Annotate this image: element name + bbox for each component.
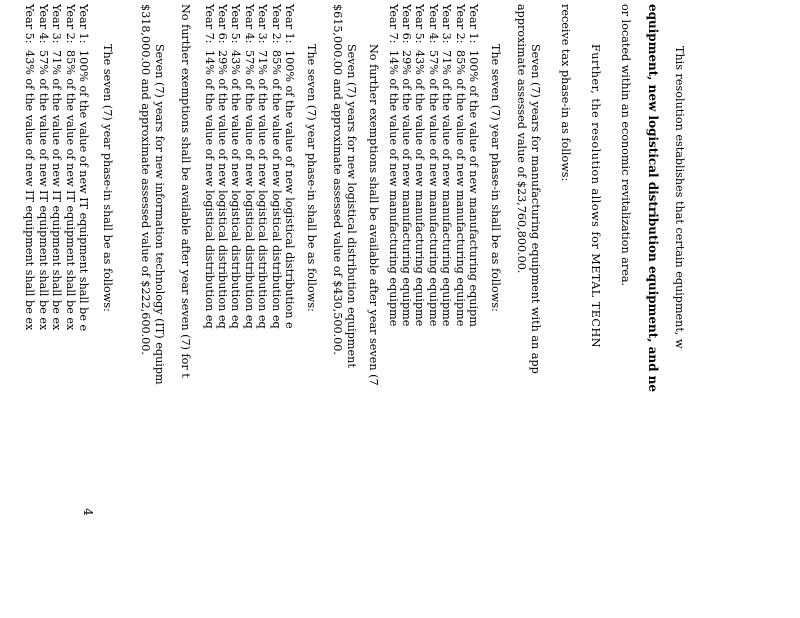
manufacturing-row — [400, 4, 413, 564]
further-line-2: receive tax phase-in as follows: — [559, 4, 572, 182]
logistical-year-label: Year 2: — [269, 4, 283, 44]
it-year-label: Year 1: — [77, 4, 90, 44]
manufacturing-percent-text: 29% of the value of new manufacturing equipme — [400, 50, 413, 327]
rotated-page-continued-content — [0, 4, 120, 612]
it-year-label: Year 4: — [36, 4, 50, 44]
page-number: 4 — [80, 508, 95, 516]
it-year-label: Year 3: — [50, 4, 64, 44]
logistical-percent-text: 29% of the value of new logistical distribution eq — [216, 50, 229, 329]
manufacturing-year-label: Year 2: — [453, 4, 467, 44]
manufacturing-phase-heading: The seven (7) year phase-in shall be as follows: — [489, 44, 502, 312]
it-row — [64, 4, 77, 564]
manufacturing-percent-text: 57% of the value of new manufacturing equipme — [426, 50, 440, 327]
it-year-label: Year 5: — [23, 4, 37, 44]
logistical-row — [203, 4, 216, 564]
manufacturing-row — [454, 4, 467, 564]
manufacturing-row — [413, 4, 426, 564]
document-page-continued — [0, 4, 122, 610]
manufacturing-row — [387, 4, 400, 564]
logistical-percent-text: 57% of the value of new logistical distribution eq — [242, 50, 256, 329]
logistical-year-label: Year 7: — [202, 4, 216, 44]
manufacturing-line-1: Seven (7) years for manufacturing equipment with an app — [529, 44, 542, 374]
intro-line-2: equipment, new logistical distribution equipment, and ne — [646, 4, 660, 393]
it-year-label: Year 2: — [63, 4, 77, 44]
it-row — [77, 4, 90, 564]
manufacturing-phase-list — [384, 4, 480, 564]
logistical-percent-text: 14% of the value of new logistical distribution eq — [202, 50, 216, 329]
manufacturing-percent-text: 71% of the value of new manufacturing equipme — [440, 50, 454, 327]
logistical-no-further: No further exemptions shall be available after year seven (7) for t — [179, 4, 192, 378]
logistical-year-label: Year 3: — [256, 4, 270, 44]
logistical-year-label: Year 6: — [216, 4, 229, 44]
manufacturing-year-label: Year 1: — [467, 4, 480, 44]
logistical-line-2: $615,000.00 and approximate assessed value of $430,500.00. — [331, 4, 344, 355]
rotated-page-content — [120, 4, 692, 612]
manufacturing-row — [427, 4, 440, 564]
further-line-1: Further, the resolution allows for METAL TECHN — [589, 44, 602, 349]
intro-line-3: or located within an economic revitalization area. — [619, 4, 632, 287]
it-row — [23, 4, 36, 564]
manufacturing-percent-text: 100% of the value of new manufacturing equipm — [467, 50, 480, 327]
manufacturing-year-label: Year 5: — [413, 4, 427, 44]
manufacturing-line-2: approximate assessed value of $23,760,800.00. — [515, 4, 528, 274]
logistical-row — [229, 4, 242, 564]
it-percent-text: 100% of the value of new IT equipment shall be e — [77, 50, 90, 332]
manufacturing-row — [467, 4, 480, 564]
logistical-row — [283, 4, 296, 564]
logistical-percent-text: 100% of the value of new logistical distribution e — [283, 50, 296, 329]
logistical-row — [243, 4, 256, 564]
it-row — [37, 4, 50, 564]
logistical-phase-list — [200, 4, 296, 564]
logistical-percent-text: 85% of the value of new logistical distribution eq — [269, 50, 283, 329]
it-line-2: $318,000.00 and approximate assessed value of $222,600.00. — [139, 4, 152, 355]
manufacturing-percent-text: 14% of the value of new manufacturing equipme — [386, 50, 400, 327]
logistical-line-1: Seven (7) years for new logistical distribution equipment — [345, 44, 358, 368]
logistical-row — [216, 4, 229, 564]
it-phase-heading: The seven (7) year phase-in shall be as follows: — [101, 44, 114, 312]
manufacturing-year-label: Year 4: — [426, 4, 440, 44]
logistical-year-label: Year 1: — [283, 4, 296, 44]
manufacturing-year-label: Year 7: — [386, 4, 400, 44]
manufacturing-percent-text: 85% of the value of new manufacturing equipme — [453, 50, 467, 327]
it-line-1: Seven (7) years for new information technology (IT) equipm — [153, 44, 166, 385]
logistical-percent-text: 71% of the value of new logistical distribution eq — [256, 50, 270, 329]
manufacturing-row — [440, 4, 453, 564]
logistical-year-label: Year 4: — [242, 4, 256, 44]
manufacturing-no-further: No further exemptions shall be available after year seven (7 — [367, 44, 380, 386]
logistical-row — [256, 4, 269, 564]
document-page — [122, 4, 694, 610]
it-row — [50, 4, 63, 564]
intro-line-1: This resolution establishes that certain equipment, w — [673, 46, 686, 349]
manufacturing-year-label: Year 3: — [440, 4, 454, 44]
logistical-row — [270, 4, 283, 564]
manufacturing-year-label: Year 6: — [400, 4, 413, 44]
it-percent-text: 57% of the value of new IT equipment shall be ex — [36, 50, 50, 331]
logistical-phase-heading: The seven (7) year phase-in shall be as follows: — [305, 44, 318, 312]
it-percent-text: 71% of the value of new IT equipment shall be ex — [50, 50, 64, 331]
logistical-percent-text: 43% of the value of new logistical distribution eq — [229, 50, 243, 329]
it-percent-text: 43% of the value of new IT equipment shall be ex — [23, 50, 37, 331]
it-phase-list — [20, 4, 90, 564]
manufacturing-percent-text: 43% of the value of new manufacturing equipme — [413, 50, 427, 327]
logistical-year-label: Year 5: — [229, 4, 243, 44]
it-percent-text: 85% of the value of new IT equipment shall be ex — [63, 50, 77, 331]
